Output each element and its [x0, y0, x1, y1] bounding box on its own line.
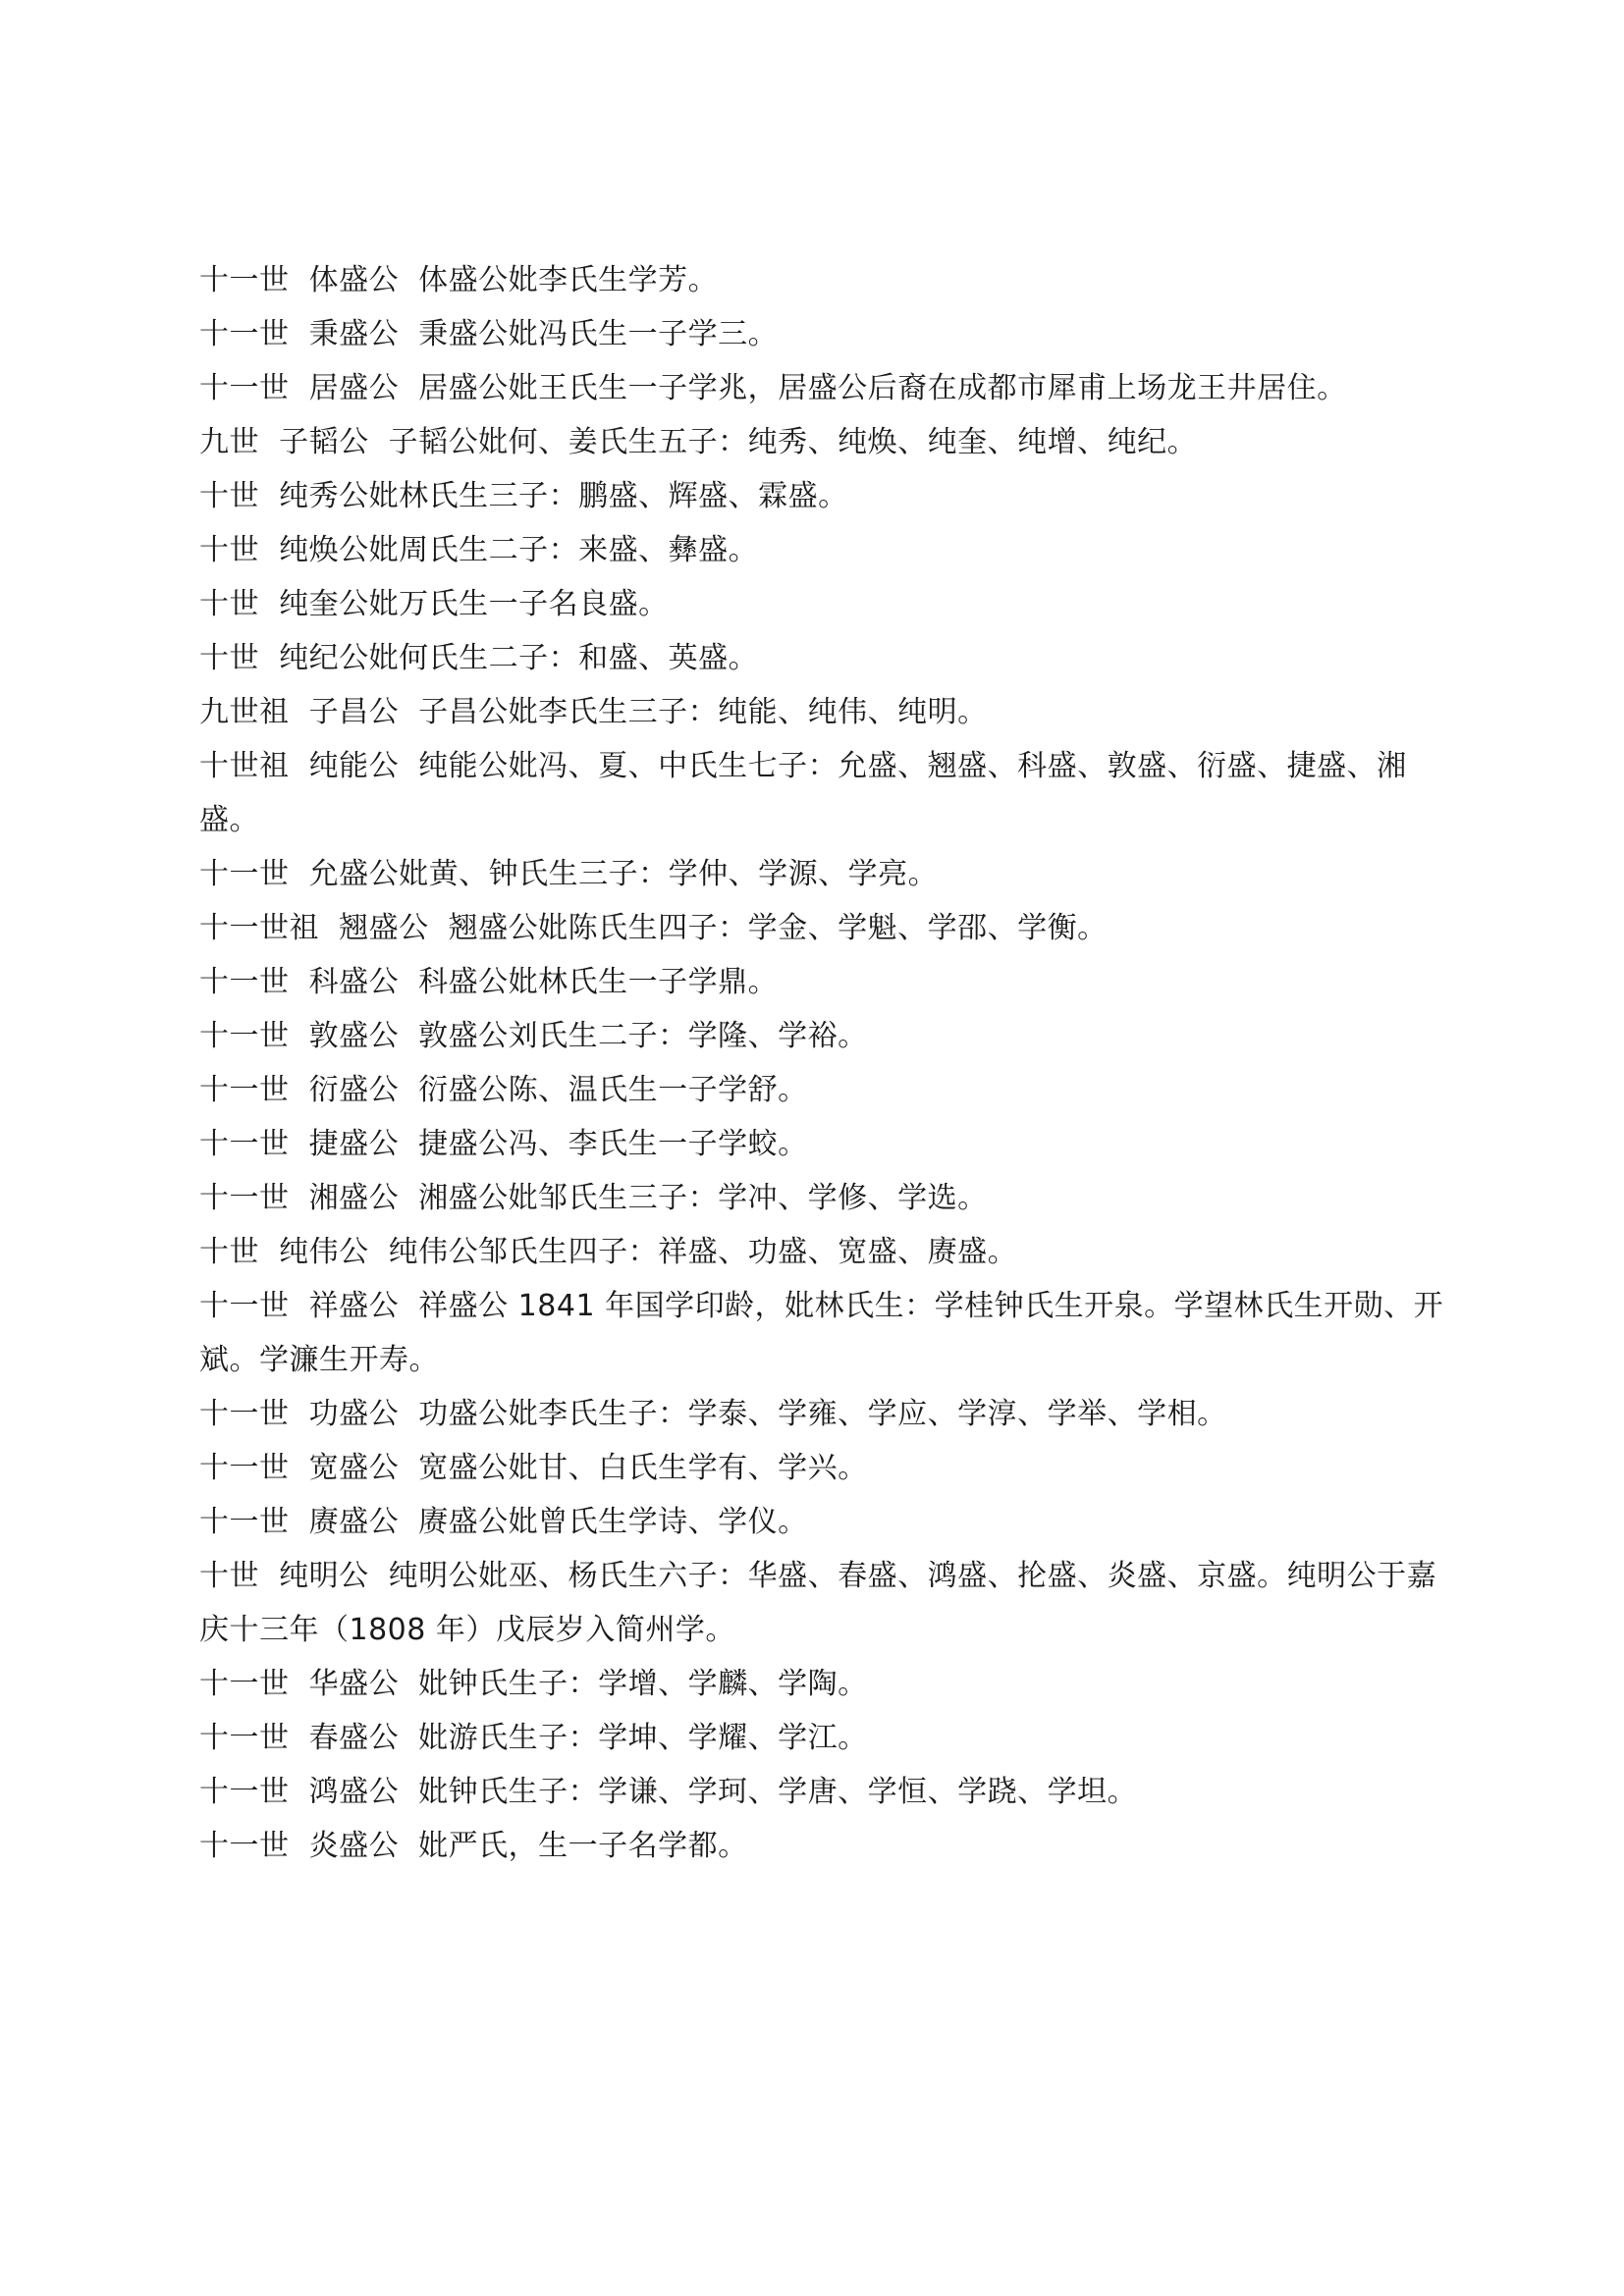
text-line: 十一世 鸿盛公 妣钟氏生子：学谦、学珂、学唐、学恒、学跷、学坦。: [199, 1775, 1138, 1809]
text-line: 十世 纯伟公 纯伟公邹氏生四子：祥盛、功盛、宽盛、赓盛。: [199, 1235, 1018, 1269]
text-line: 十一世 祥盛公 祥盛公 1841 年国学印龄，妣林氏生：学桂钟氏生开泉。学望林氏生开勋、开斌。学濂生开寿。: [199, 1289, 1444, 1377]
text-line: 十一世 湘盛公 湘盛公妣邹氏生三子：学冲、学修、学选。: [199, 1181, 988, 1215]
text-line: 十一世 功盛公 功盛公妣李氏生子：学泰、学雍、学应、学淳、学举、学相。: [199, 1397, 1227, 1431]
text-line: 十一世 宽盛公 宽盛公妣甘、白氏生学有、学兴。: [199, 1451, 868, 1485]
text-line: 九世 子韬公 子韬公妣何、姜氏生五子：纯秀、纯焕、纯奎、纯增、纯纪。: [199, 425, 1198, 459]
text-line: 九世祖 子昌公 子昌公妣李氏生三子：纯能、纯伟、纯明。: [199, 695, 988, 729]
text-line: 十一世 华盛公 妣钟氏生子：学增、学麟、学陶。: [199, 1667, 868, 1701]
text-line: 十一世祖 翘盛公 翘盛公妣陈氏生四子：学金、学魁、学邵、学衡。: [199, 911, 1108, 945]
text-line: 十一世 捷盛公 捷盛公冯、李氏生一子学蛟。: [199, 1127, 808, 1161]
text-line: 十一世 居盛公 居盛公妣王氏生一子学兆，居盛公后裔在成都市犀甫上场龙王井居住。: [199, 371, 1347, 405]
text-line: 十世 纯奎公妣万氏生一子名良盛。: [199, 587, 669, 621]
text-line: 十一世 衍盛公 衍盛公陈、温氏生一子学舒。: [199, 1073, 808, 1107]
text-line: 十一世 春盛公 妣游氏生子：学坤、学耀、学江。: [199, 1721, 868, 1755]
text-line: 十世 纯纪公妣何氏生二子：和盛、英盛。: [199, 641, 759, 675]
text-line: 十世 纯焕公妣周氏生二子：来盛、彝盛。: [199, 533, 759, 567]
text-line: 十一世 体盛公 体盛公妣李氏生学芳。: [199, 263, 719, 297]
text-line: 十一世 敦盛公 敦盛公刘氏生二子：学隆、学裕。: [199, 1019, 868, 1053]
text-line: 十世 纯明公 纯明公妣巫、杨氏生六子：华盛、春盛、鸿盛、抡盛、炎盛、京盛。纯明公于嘉庆十三年（1808 年）戊辰岁入简州学。: [199, 1559, 1437, 1647]
genealogy-text: [199, 253, 1466, 1873]
text-line: 十一世 科盛公 科盛公妣林氏生一子学鼎。: [199, 965, 779, 999]
text-line: 十一世 炎盛公 妣严氏，生一子名学都。: [199, 1829, 748, 1863]
text-line: 十一世 赓盛公 赓盛公妣曾氏生学诗、学仪。: [199, 1505, 808, 1539]
text-line: 十一世 允盛公妣黄、钟氏生三子：学仲、学源、学亮。: [199, 857, 939, 891]
text-line: 十一世 秉盛公 秉盛公妣冯氏生一子学三。: [199, 317, 779, 351]
text-line: 十世祖 纯能公 纯能公妣冯、夏、中氏生七子：允盛、翘盛、科盛、敦盛、衍盛、捷盛、湘盛。: [199, 749, 1407, 837]
text-line: 十世 纯秀公妣林氏生三子：鹏盛、辉盛、霖盛。: [199, 479, 848, 513]
